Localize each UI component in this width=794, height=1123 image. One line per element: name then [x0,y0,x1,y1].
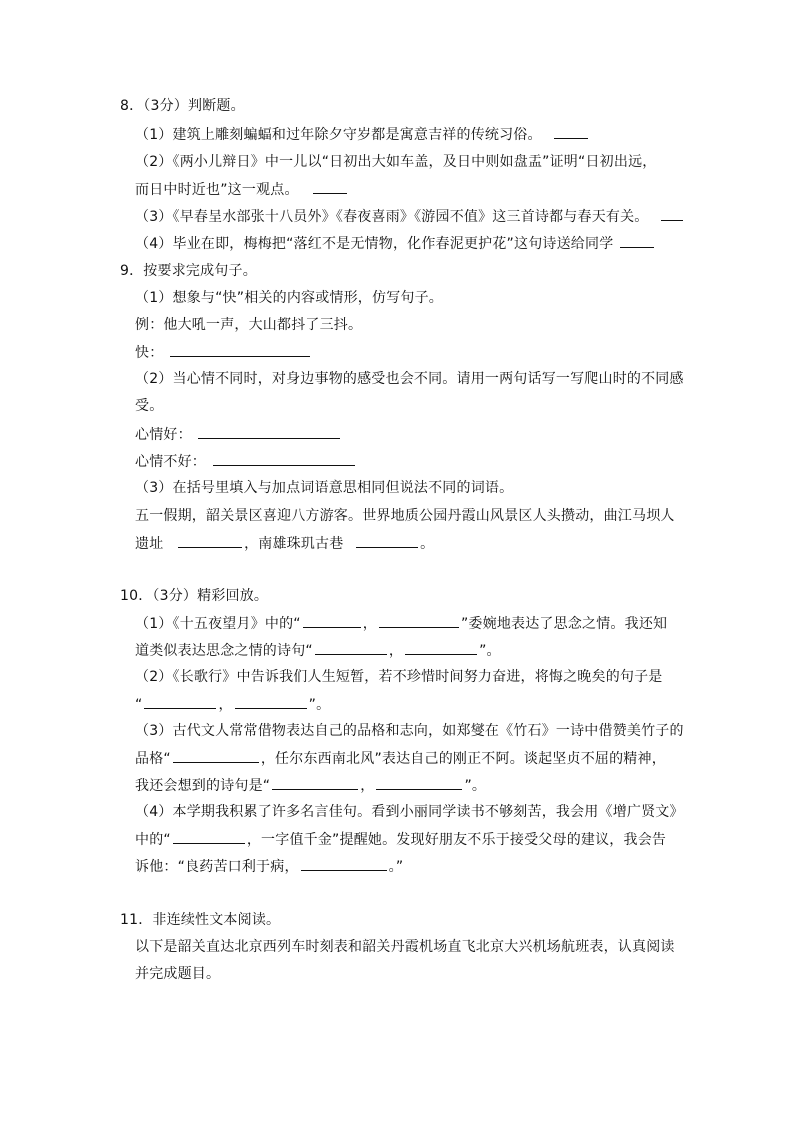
q10-line-4 [135,694,330,715]
answer-blank[interactable] [301,856,387,871]
q9-example: 例：他大吼一声，大山都抖了三抖。 [135,317,363,333]
q9-good-line [135,424,342,445]
answer-blank[interactable] [272,775,358,790]
q10-line-2 [135,640,501,661]
q9-bad-label: 心情不好： [135,454,206,470]
answer-blank[interactable] [173,748,259,763]
q10-l7-a: 我还会想到的诗句是“ [135,778,271,794]
q10-l1-a: （1）《十五夜望月》中的“ [135,616,301,632]
q8-s3-text: （3）《早春呈水部张十八员外》《春夜喜雨》《游园不值》这三首诗都与春天有关。 [135,209,649,225]
q10-l1-c: ”委婉地表达了思念之情。我还知 [460,616,668,632]
q10-line-8: （4）本学期我积累了许多名言佳句。看到小丽同学读书不够刻苦，我会用《增广贤文》 [135,804,684,820]
q10-l4-b: ， [218,697,233,713]
q10-title: 10．（3分）精彩回放。 [120,588,269,604]
q10-l9-b: ，一字值千金”提醒她。发现好朋友不乐于接受父母的建议，我会告 [246,832,667,848]
q8-statement-2b [135,179,349,200]
q10-l10-a: 诉他：“良药苦口利于病， [135,859,299,875]
answer-blank[interactable] [213,451,355,466]
q10-line-7 [135,775,486,796]
q10-l7-c: ”。 [464,778,487,794]
q11-title: 11．非连续性文本阅读。 [120,912,281,928]
q8-statement-1 [135,124,590,145]
q8-s2b-text: 而日中时近也”这一观点。 [135,182,299,198]
q10-l10-b: 。” [388,859,404,875]
answer-blank[interactable] [178,533,242,548]
q10-line-9 [135,829,666,850]
q9-sub-2a: （2）当心情不同时，对身边事物的感受也会不同。请用一两句话写一写爬山时的不同感 [135,371,684,387]
answer-blank[interactable] [379,613,459,628]
q10-line-1 [135,613,667,634]
q10-l2-a: 道类似表达思念之情的诗句“ [135,643,313,659]
q10-l1-b: ， [362,616,377,632]
answer-blank[interactable] [405,640,477,655]
q10-l2-b: ， [388,643,404,659]
q8-statement-2a: （2）《两小儿辩日》中一儿以“日初出大如车盖，及日中则如盘盂”证明“日初出远， [135,154,657,170]
answer-blank[interactable] [173,829,245,844]
answer-blank[interactable] [356,533,418,548]
answer-blank[interactable] [376,775,462,790]
q9-fast-label: 快： [135,345,164,361]
q10-line-6 [135,748,666,769]
q10-l4-a: “ [135,697,143,713]
q9-sub-3: （3）在括号里填入与加点词语意思相同但说法不同的词语。 [135,480,514,496]
answer-blank[interactable] [144,694,216,709]
answer-blank[interactable] [315,640,387,655]
q10-l9-a: 中的“ [135,832,171,848]
q8-title: 8．（3分）判断题。 [120,98,245,114]
q8-s1-text: （1）建筑上雕刻蝙蝠和过年除夕守岁都是寓意吉祥的传统习俗。 [135,127,542,143]
q9-p2-text-c: 。 [420,536,435,552]
answer-blank[interactable] [198,424,340,439]
q10-l7-b: ， [360,778,375,794]
q9-passage-1: 五一假期，韶关景区喜迎八方游客。世界地质公园丹霞山风景区人头攒动，曲江马坝人 [135,508,675,524]
q11-line-2: 并完成题目。 [135,966,221,982]
answer-blank[interactable] [235,694,307,709]
q8-s4-text: （4）毕业在即，梅梅把“落红不是无情物，化作春泥更护花”这句诗送给同学 [135,236,614,252]
q9-passage-2 [135,533,434,554]
answer-blank[interactable] [170,342,310,357]
q9-good-label: 心情好： [135,427,192,443]
q9-fast-line [135,342,312,363]
q8-statement-3 [135,206,685,227]
q8-statement-4 [135,233,656,254]
answer-blank[interactable] [313,179,347,194]
answer-blank[interactable] [620,233,654,248]
q9-p2-text-a: 遗址 [135,536,164,552]
q10-l6-a: 品格“ [135,751,171,767]
q9-bad-line [135,451,357,472]
q10-line-5: （3）古代文人常常借物表达自己的品格和志向，如郑燮在《竹石》一诗中借赞美竹子的 [135,723,684,739]
q9-sub-1: （1）想象与“快”相关的内容或情形，仿写句子。 [135,290,444,306]
q10-line-3: （2）《长歌行》中告诉我们人生短暂，若不珍惜时间努力奋进，将悔之晚矣的句子是 [135,669,663,685]
q9-p2-text-b: ，南雄珠玑古巷 [244,536,344,552]
answer-blank[interactable] [303,613,361,628]
q10-l4-c: ”。 [308,697,331,713]
q10-l6-b: ，任尔东西南北风”表达自己的刚正不阿。谈起坚贞不屈的精神， [260,751,666,767]
q9-sub-2b: 受。 [135,398,164,414]
answer-blank[interactable] [554,124,588,139]
answer-blank[interactable] [661,206,683,221]
q10-l2-c: ”。 [479,643,501,659]
q11-line-1: 以下是韶关直达北京西列车时刻表和韶关丹霞机场直飞北京大兴机场航班表，认真阅读 [135,939,675,955]
q9-title: 9．按要求完成句子。 [120,263,257,279]
q10-line-10 [135,856,403,877]
